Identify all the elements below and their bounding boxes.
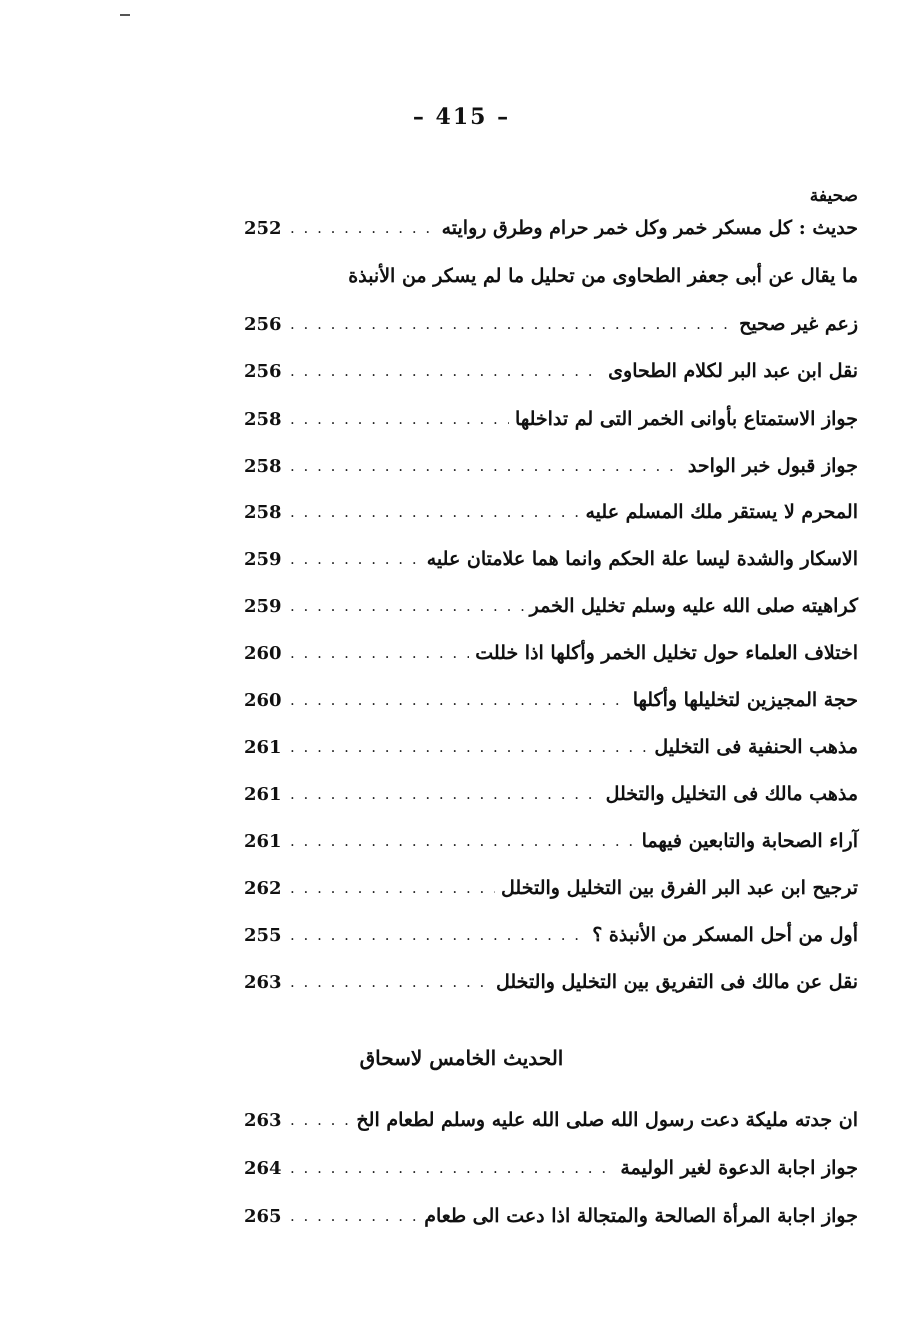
dot-leader: [290, 315, 733, 333]
toc-entry: [244, 915, 858, 955]
dot-leader: [290, 362, 602, 380]
section-heading: الحديث الخامس لاسحاق: [359, 1046, 564, 1070]
toc-entry: [244, 727, 858, 767]
toc-entry-page: 258: [244, 501, 282, 523]
toc-entry-title: جواز اجابة الدعوة لغير الوليمة: [620, 1157, 858, 1179]
toc-entry: [244, 1100, 858, 1140]
toc-entry-title: آراء الصحابة والتابعين فيهما: [641, 830, 858, 852]
toc-entry: [244, 446, 858, 486]
toc-entry-title: كراهيته صلى الله عليه وسلم تخليل الخمر: [529, 595, 858, 617]
dot-leader: [290, 785, 600, 803]
toc-entry-title: نقل ابن عبد البر لكلام الطحاوى: [608, 360, 858, 382]
toc-entry-page: 265: [244, 1205, 282, 1227]
dot-leader: [290, 644, 469, 662]
toc-entry: [244, 1196, 858, 1236]
toc-entry: [244, 208, 858, 248]
toc-entry-title: مذهب الحنفية فى التخليل: [654, 736, 858, 758]
toc-entry-page: 256: [244, 360, 282, 382]
toc-entry-title: مذهب مالك فى التخليل والتخلل: [605, 783, 858, 805]
toc-entry-title: نقل عن مالك فى التفريق بين التخليل والتخلل: [496, 971, 858, 993]
dot-leader: [290, 550, 421, 568]
toc-entry-page: 263: [244, 971, 282, 993]
dot-leader: [290, 1207, 418, 1225]
dot-leader: [290, 503, 579, 521]
dot-leader: [290, 1159, 614, 1177]
toc-entry-title: جواز اجابة المرأة الصالحة والمتجالة اذا دعت الى طعام: [424, 1205, 858, 1227]
toc-entry: [244, 586, 858, 626]
toc-entry-title: اختلاف العلماء حول تخليل الخمر وأكلها اذا خللت: [475, 642, 858, 664]
toc-entry: [244, 774, 858, 814]
page-number: – 415 –: [412, 104, 511, 130]
dot-leader: [290, 973, 490, 991]
toc-entry-page: 262: [244, 877, 282, 899]
toc-entry-page: 258: [244, 455, 282, 477]
toc-entry-title: جواز الاستمتاع بأوانى الخمر التى لم تداخلها: [515, 408, 858, 430]
dot-leader: [290, 832, 636, 850]
toc-entry: [244, 351, 858, 391]
toc-entry-title: ان جدته مليكة دعت رسول الله صلى الله عليه وسلم لطعام الخ: [356, 1109, 858, 1131]
toc-entry-page: 259: [244, 548, 282, 570]
toc-entry: [244, 304, 858, 344]
toc-entry-page: 258: [244, 408, 282, 430]
toc-entry-page: 264: [244, 1157, 282, 1179]
dot-leader: [290, 926, 586, 944]
toc-entry: [244, 1148, 858, 1188]
toc-entry: [244, 256, 858, 296]
toc-entry-title: جواز قبول خبر الواحد: [687, 455, 858, 477]
toc-entry-page: 261: [244, 736, 282, 758]
toc-entry-title: حديث : كل مسكر خمر وكل خمر حرام وطرق روايته: [441, 217, 858, 239]
toc-entry: [244, 633, 858, 673]
toc-entry: [244, 821, 858, 861]
dot-leader: [290, 738, 648, 756]
toc-entry-page: 260: [244, 689, 282, 711]
dot-leader: [290, 457, 682, 475]
toc-entry-title: أول من أحل المسكر من الأنبذة ؟: [592, 924, 858, 946]
toc-entry-title: زعم غير صحيح: [739, 313, 858, 335]
toc-entry: [244, 492, 858, 532]
page-column-header: صحيفة: [809, 186, 858, 206]
toc-entry: [244, 868, 858, 908]
toc-entry-page: 263: [244, 1109, 282, 1131]
scan-mark: [120, 14, 130, 16]
toc-entry: [244, 962, 858, 1002]
dot-leader: [290, 410, 509, 428]
toc-entry-page: 261: [244, 783, 282, 805]
toc-entry-page: 252: [244, 217, 282, 239]
dot-leader: [290, 1111, 350, 1129]
toc-entry-title: ترجيح ابن عبد البر الفرق بين التخليل والتخلل: [501, 877, 858, 899]
toc-entry-page: 261: [244, 830, 282, 852]
toc-entry-title: حجة المجيزين لتخليلها وأكلها: [632, 689, 858, 711]
dot-leader: [290, 597, 524, 615]
dot-leader: [290, 879, 495, 897]
toc-entry: [244, 680, 858, 720]
toc-entry-page: 259: [244, 595, 282, 617]
toc-entry: [244, 399, 858, 439]
toc-entry-page: 260: [244, 642, 282, 664]
toc-entry-title: ما يقال عن أبى جعفر الطحاوى من تحليل ما لم يسكر من الأنبذة: [348, 265, 858, 287]
toc-entry-title: المحرم لا يستقر ملك المسلم عليه: [585, 501, 858, 523]
toc-entry-page: 255: [244, 924, 282, 946]
toc-entry-page: 256: [244, 313, 282, 335]
dot-leader: [290, 691, 627, 709]
toc-entry-title: الاسكار والشدة ليسا علة الحكم وانما هما علامتان عليه: [426, 548, 858, 570]
toc-entry: [244, 539, 858, 579]
dot-leader: [290, 219, 436, 237]
